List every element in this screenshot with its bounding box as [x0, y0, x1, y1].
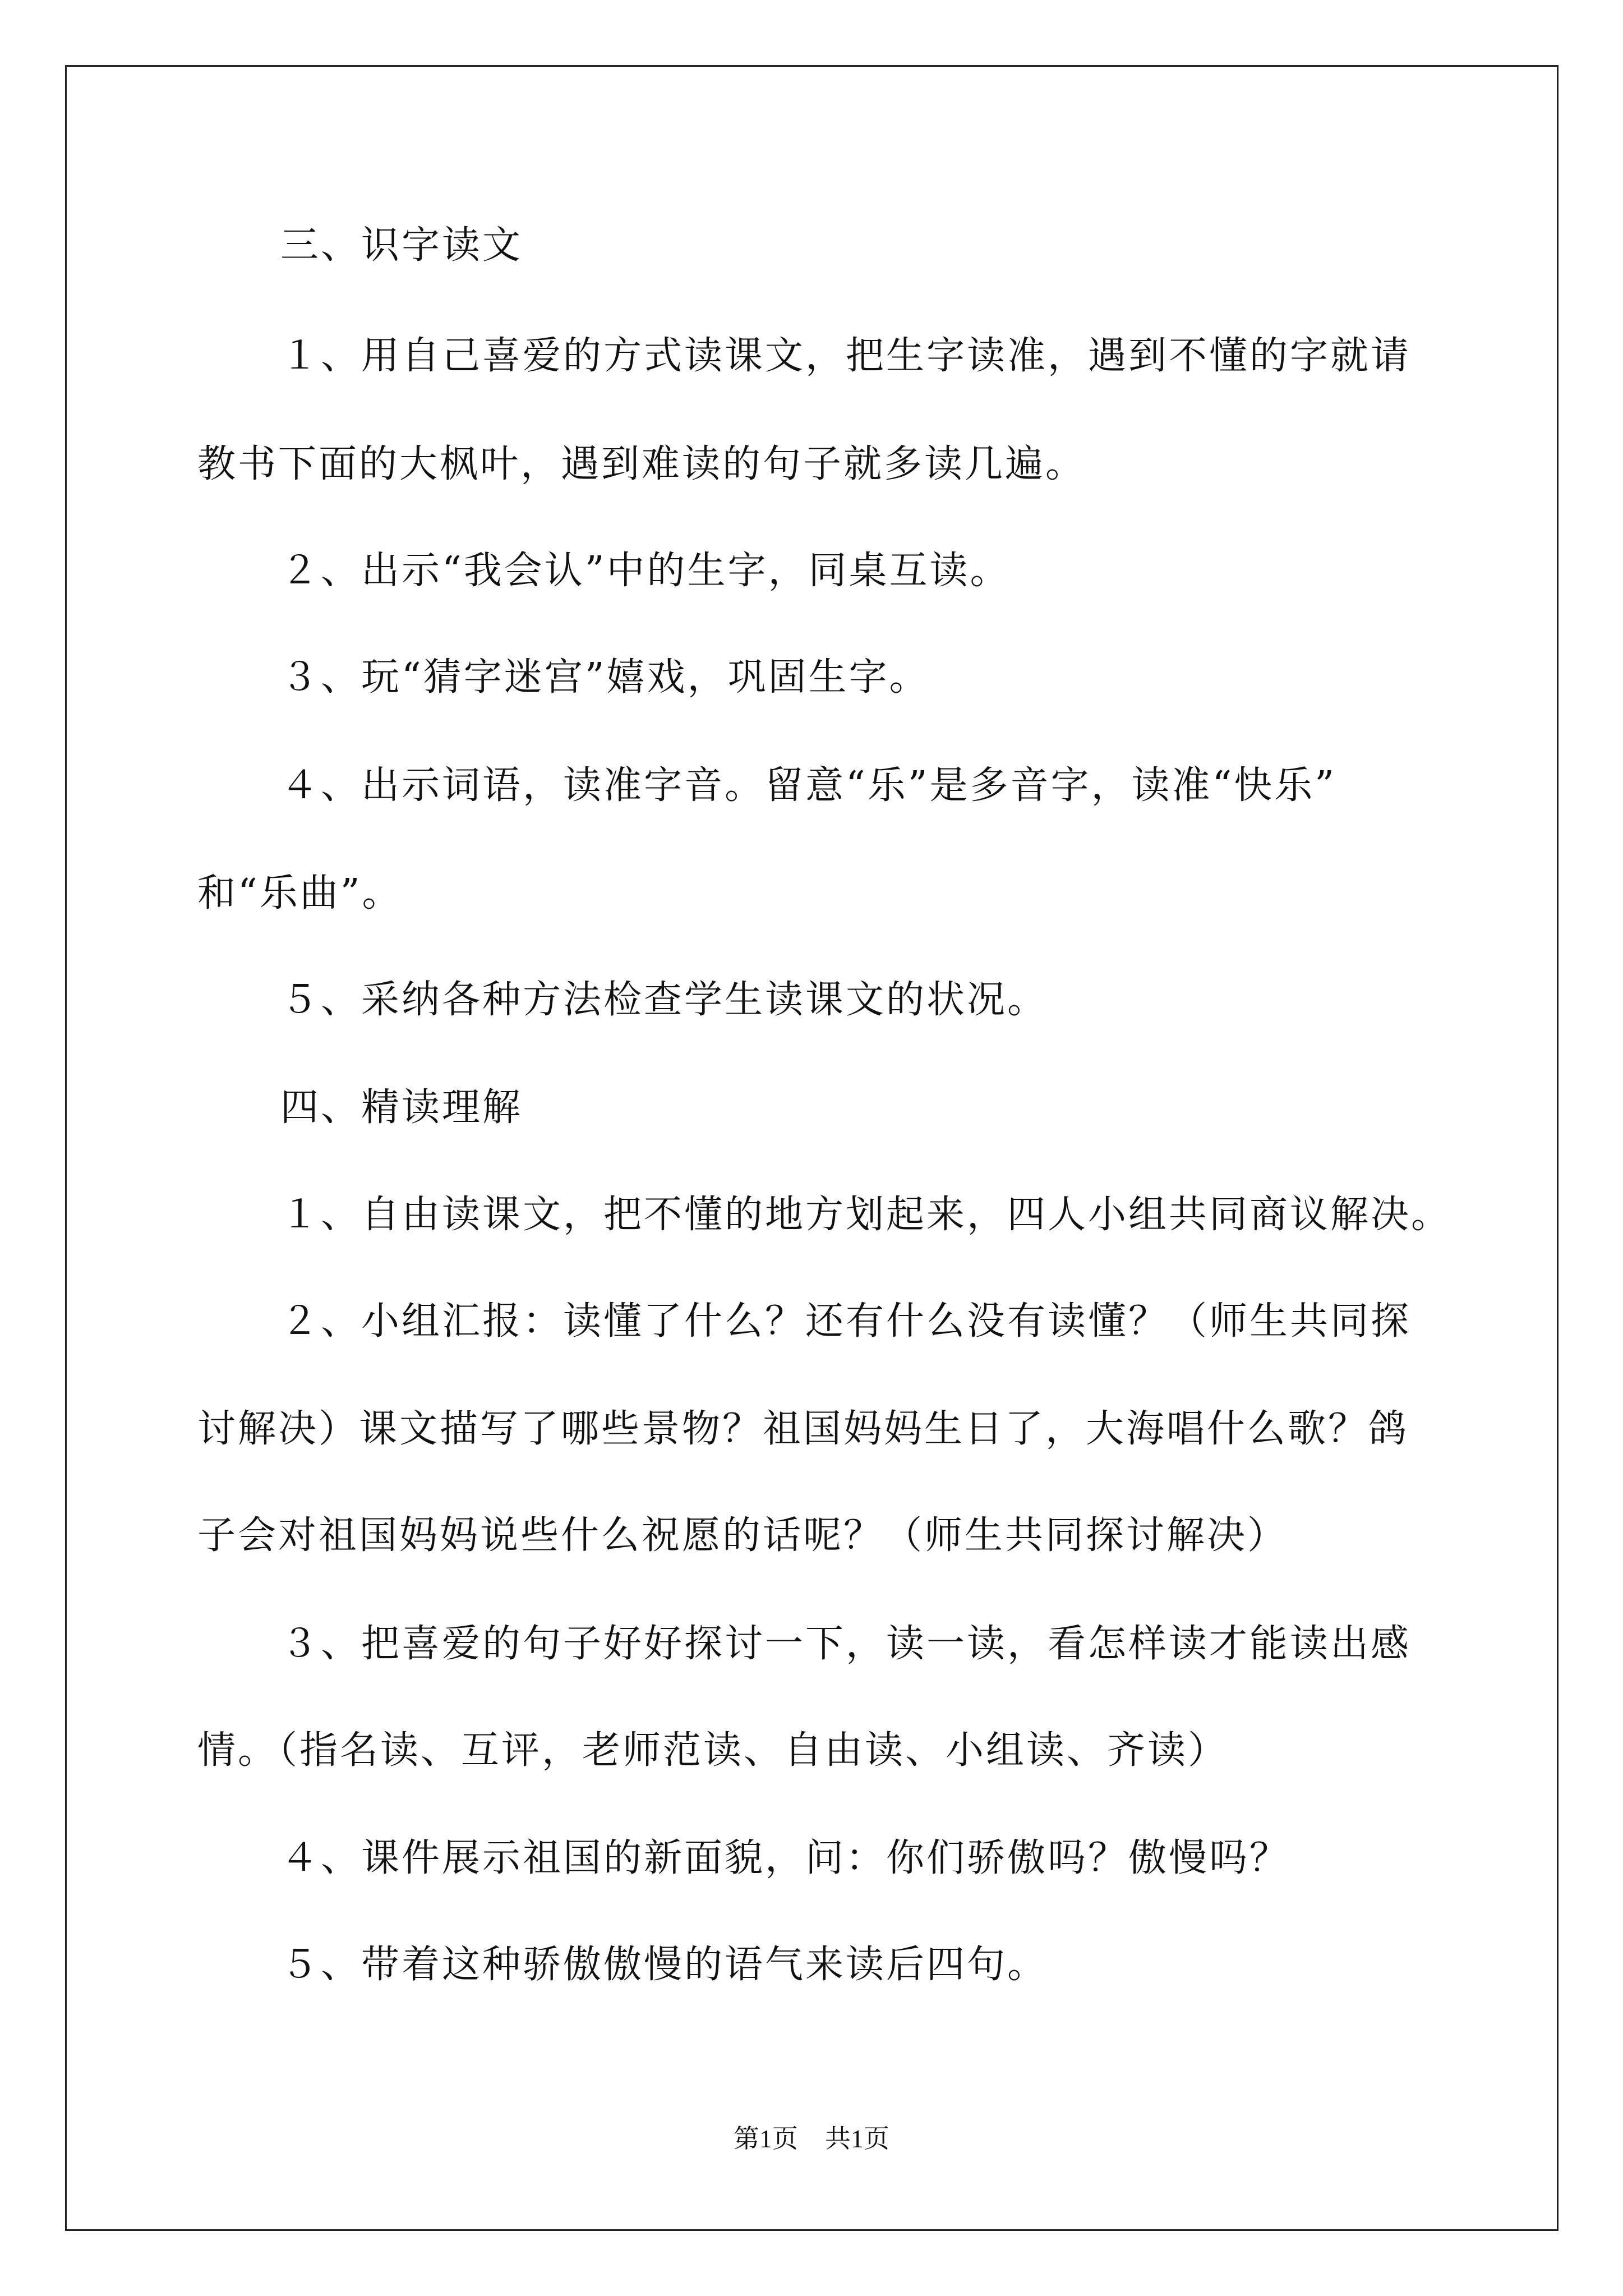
page-border — [65, 65, 1559, 2231]
paragraph-line: 教书下面的大枫叶，遇到难读的句子就多读几遍。 — [197, 442, 1086, 486]
page-total: 共1页 — [825, 2124, 889, 2153]
paragraph-line: １、自由读课文，把不懂的地方划起来，四人小组共同商议解决。 — [280, 1193, 1452, 1237]
section-heading-reading: 四、精读理解 — [280, 1085, 523, 1130]
paragraph-line: ３、把喜爱的句子好好探讨一下，读一读，看怎样读才能读出感 — [280, 1622, 1412, 1666]
paragraph-line: ３、玩“猜字迷宫”嬉戏，巩固生字。 — [280, 655, 930, 700]
paragraph-line: 情。（指名读、互评，老师范读、自由读、小组读、齐读） — [197, 1728, 1229, 1773]
paragraph-line: 和“乐曲”。 — [197, 871, 403, 915]
paragraph-line: ２、出示“我会认”中的生字，同桌互读。 — [280, 549, 1011, 593]
paragraph-line: ２、小组汇报：读懂了什么？还有什么没有读懂？（师生共同探 — [280, 1299, 1412, 1343]
paragraph-line: ４、出示词语，读准字音。留意“乐”是多音字，读准“快乐” — [280, 763, 1337, 808]
page-footer — [0, 2122, 1623, 2156]
paragraph-line: 子会对祖国妈妈说些什么祝愿的话呢？（师生共同探讨解决） — [197, 1513, 1288, 1558]
section-heading-literacy: 三、识字读文 — [280, 223, 523, 268]
paragraph-line: １、用自己喜爱的方式读课文，把生字读准，遇到不懂的字就请 — [280, 334, 1412, 378]
paragraph-line: ４、课件展示祖国的新面貌，问：你们骄傲吗？傲慢吗？ — [280, 1836, 1290, 1880]
paragraph-line: ５、带着这种骄傲傲慢的语气来读后四句。 — [280, 1943, 1048, 1987]
paragraph-line: 讨解决）课文描写了哪些景物？祖国妈妈生日了，大海唱什么歌？鸽 — [197, 1407, 1409, 1451]
paragraph-line: ５、采纳各种方法检查学生读课文的状况。 — [280, 978, 1048, 1022]
page-number: 第1页 — [734, 2124, 798, 2153]
